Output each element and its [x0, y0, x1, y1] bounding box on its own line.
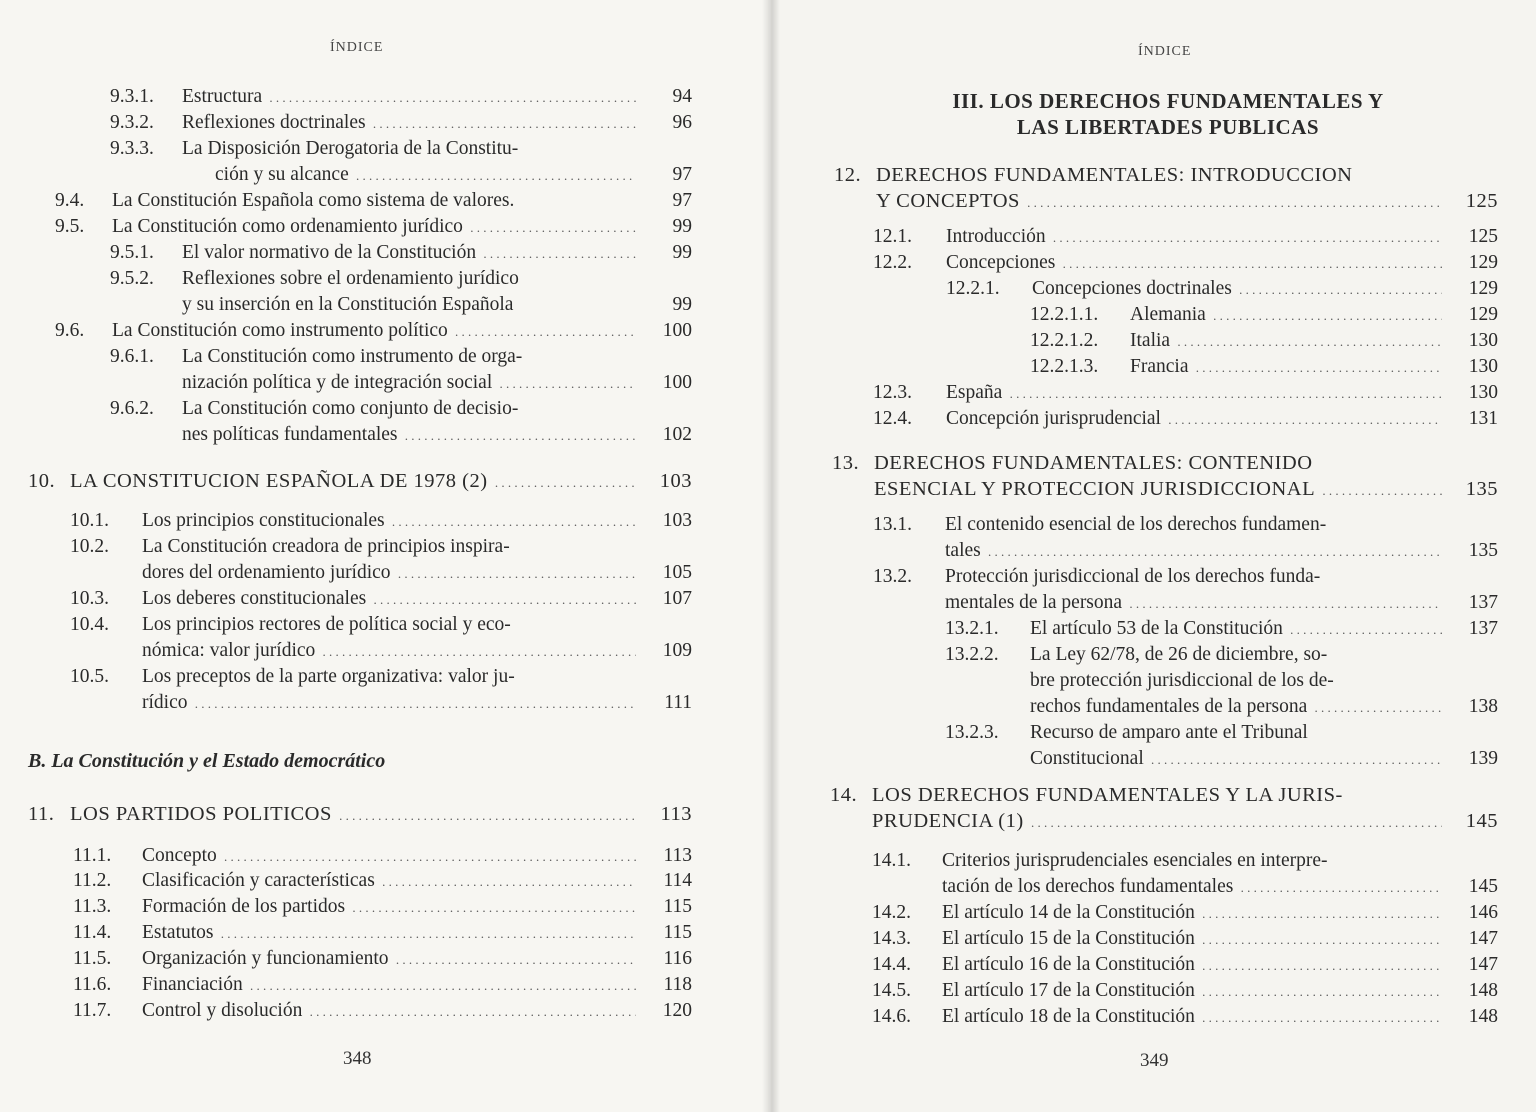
entry-title: La Constitución como instrumento político — [112, 320, 448, 341]
entry-page-number: 115 — [663, 922, 692, 943]
toc-entry — [768, 538, 1536, 564]
entry-title: DERECHOS FUNDAMENTALES: INTRODUCCION — [876, 164, 1353, 186]
entry-number: 9.5. — [55, 216, 85, 237]
toc-entry — [768, 926, 1536, 952]
entry-number: 10.5. — [70, 666, 109, 687]
entry-number: 12.3. — [873, 382, 912, 403]
entry-title: El artículo 16 de la Constitución — [942, 954, 1195, 975]
toc-entry — [768, 450, 1536, 476]
entry-title: Clasificación y características — [142, 870, 375, 891]
toc-entry — [0, 240, 768, 266]
entry-title: Reflexiones sobre el ordenamiento jurídico — [182, 268, 519, 289]
entry-page-number: 148 — [1468, 1006, 1498, 1027]
entry-page-number: 102 — [662, 424, 692, 445]
running-head: ÍNDICE — [330, 40, 384, 55]
entry-title: El artículo 14 de la Constitución — [942, 902, 1195, 923]
entry-page-number: 129 — [1468, 252, 1498, 273]
entry-page-number: 139 — [1468, 748, 1498, 769]
entry-number: 12.2.1. — [946, 278, 1000, 299]
entry-number: 11.5. — [73, 948, 112, 969]
entry-title: El artículo 53 de la Constitución — [1030, 618, 1283, 639]
entry-number: 10.4. — [70, 614, 109, 635]
entry-title: El artículo 17 de la Constitución — [942, 980, 1195, 1001]
entry-page-number: 99 — [672, 216, 692, 237]
entry-title: Constitucional — [1030, 748, 1144, 769]
entry-number: 12.2. — [873, 252, 912, 273]
entry-page-number: 129 — [1468, 304, 1498, 325]
entry-number: 14.4. — [872, 954, 911, 975]
entry-number: 9.3.3. — [110, 138, 154, 159]
toc-entry — [768, 162, 1536, 188]
entry-title: Los principios constitucionales — [142, 510, 385, 531]
entry-number: 13.2. — [873, 566, 912, 587]
entry-number: 9.4. — [55, 190, 85, 211]
entry-number: 13.1. — [873, 514, 912, 535]
entry-number: 12.1. — [873, 226, 912, 247]
entry-title: tales — [945, 540, 981, 561]
entry-title: nización política y de integración social — [182, 372, 493, 393]
entry-number: 11.3. — [73, 896, 112, 917]
entry-title: El artículo 18 de la Constitución — [942, 1006, 1195, 1027]
entry-page-number: 115 — [663, 896, 692, 917]
toc-entry — [768, 952, 1536, 978]
entry-title: Organización y funcionamiento — [142, 948, 389, 969]
entry-page-number: 100 — [662, 320, 692, 341]
entry-page-number: 131 — [1468, 408, 1498, 429]
toc-entry — [768, 616, 1536, 642]
toc-entry — [0, 868, 768, 894]
entry-number: 14.6. — [872, 1006, 911, 1027]
entry-title: Criterios jurisprudenciales esenciales en interpre- — [942, 850, 1328, 871]
toc-entry — [0, 998, 768, 1024]
entry-page-number: 137 — [1468, 618, 1498, 639]
entry-title: Alemania — [1130, 304, 1206, 325]
toc-entry — [0, 468, 768, 494]
entry-number: 14.3. — [872, 928, 911, 949]
toc-entry — [0, 214, 768, 240]
entry-number: 12.4. — [873, 408, 912, 429]
toc-entry — [768, 476, 1536, 502]
toc-entry — [768, 250, 1536, 276]
entry-title: LA CONSTITUCION ESPAÑOLA DE 1978 (2) — [70, 470, 488, 492]
entry-page-number: 147 — [1468, 928, 1498, 949]
toc-entry — [768, 590, 1536, 616]
entry-page-number: 135 — [1465, 478, 1498, 500]
entry-page-number: 125 — [1468, 226, 1498, 247]
toc-entry — [0, 396, 768, 422]
entry-number: 11.6. — [73, 974, 112, 995]
toc-entry — [0, 638, 768, 664]
entry-title: mentales de la persona — [945, 592, 1123, 613]
toc-entry — [768, 328, 1536, 354]
entry-number: 12.2.1.1. — [1030, 304, 1099, 325]
toc-entry — [0, 946, 768, 972]
entry-page-number: 116 — [663, 948, 692, 969]
entry-number: 12.2.1.3. — [1030, 356, 1099, 377]
entry-page-number: 146 — [1468, 902, 1498, 923]
entry-page-number: 129 — [1468, 278, 1498, 299]
entry-number: 10.3. — [70, 588, 109, 609]
toc-entry — [0, 370, 768, 396]
toc-entry — [0, 344, 768, 370]
entry-page-number: 145 — [1468, 876, 1498, 897]
toc-entry — [768, 224, 1536, 250]
toc-entry — [768, 642, 1536, 668]
entry-title: Italia — [1130, 330, 1171, 351]
entry-number: 14.5. — [872, 980, 911, 1001]
entry-title: y su inserción en la Constitución Española — [182, 294, 514, 315]
entry-title: nes políticas fundamentales — [182, 424, 398, 445]
entry-number: 11.4. — [73, 922, 112, 943]
toc-entry — [768, 746, 1536, 772]
toc-entry — [768, 354, 1536, 380]
entry-title: Estatutos — [142, 922, 214, 943]
entry-page-number: 103 — [659, 470, 692, 492]
entry-number: 13.2.2. — [945, 644, 999, 665]
entry-title: La Constitución Española como sistema de valores. — [112, 190, 515, 211]
entry-page-number: 97 — [672, 164, 692, 185]
entry-title: Los preceptos de la parte organizativa: valor ju- — [142, 666, 515, 687]
toc-entry — [0, 586, 768, 612]
entry-page-number: 137 — [1468, 592, 1498, 613]
book-spine-shadow — [762, 0, 780, 1112]
entry-number: 9.6. — [55, 320, 85, 341]
entry-page-number: 125 — [1465, 190, 1498, 212]
toc-entry — [768, 406, 1536, 432]
toc-entry — [0, 508, 768, 534]
entry-title: Introducción — [946, 226, 1046, 247]
section-heading: B. La Constitución y el Estado democrático — [28, 750, 386, 772]
entry-title: Francia — [1130, 356, 1189, 377]
entry-title: La Ley 62/78, de 26 de diciembre, so- — [1030, 644, 1328, 665]
part-title-line-1: III. LOS DERECHOS FUNDAMENTALES Y — [952, 89, 1384, 113]
running-head: ÍNDICE — [1138, 44, 1192, 59]
entry-title: Estructura — [182, 86, 263, 107]
entry-title: nómica: valor jurídico — [142, 640, 316, 661]
toc-entry — [0, 292, 768, 318]
entry-page-number: 120 — [662, 1000, 692, 1021]
entry-number: 12.2.1.2. — [1030, 330, 1099, 351]
entry-number: 9.6.2. — [110, 398, 154, 419]
toc-entry — [0, 972, 768, 998]
entry-number: 14.1. — [872, 850, 911, 871]
toc-entry — [0, 188, 768, 214]
page-number: 349 — [1140, 1050, 1169, 1071]
toc-entry — [0, 534, 768, 560]
toc-entry — [0, 422, 768, 448]
toc-entry — [0, 894, 768, 920]
entry-title: rechos fundamentales de la persona — [1030, 696, 1308, 717]
entry-page-number: 148 — [1468, 980, 1498, 1001]
entry-title: tación de los derechos fundamentales — [942, 876, 1234, 897]
toc-entry — [768, 978, 1536, 1004]
toc-entry — [768, 848, 1536, 874]
entry-page-number: 99 — [672, 294, 692, 315]
entry-page-number: 145 — [1465, 810, 1498, 832]
entry-title: Concepciones — [946, 252, 1056, 273]
entry-page-number: 130 — [1468, 382, 1498, 403]
toc-entry — [0, 266, 768, 292]
entry-page-number: 97 — [672, 190, 692, 211]
entry-title: El contenido esencial de los derechos fundamen- — [945, 514, 1327, 535]
entry-title: Y CONCEPTOS — [876, 190, 1020, 212]
entry-title: Control y disolución — [142, 1000, 303, 1021]
entry-page-number: 107 — [662, 588, 692, 609]
entry-page-number: 118 — [663, 974, 692, 995]
toc-entry — [768, 512, 1536, 538]
entry-title: bre protección jurisdiccional de los de- — [1030, 670, 1334, 691]
entry-title: Los deberes constitucionales — [142, 588, 367, 609]
entry-number: 9.5.2. — [110, 268, 154, 289]
toc-entry — [768, 808, 1536, 834]
entry-number: 13. — [832, 452, 860, 474]
entry-page-number: 100 — [662, 372, 692, 393]
entry-title: Los principios rectores de política social y eco- — [142, 614, 511, 635]
entry-number: 13.2.1. — [945, 618, 999, 639]
entry-page-number: 138 — [1468, 696, 1498, 717]
toc-entry — [0, 612, 768, 638]
entry-title: Reflexiones doctrinales — [182, 112, 366, 133]
entry-title: ción y su alcance — [215, 164, 349, 185]
entry-title: DERECHOS FUNDAMENTALES: CONTENIDO — [874, 452, 1313, 474]
entry-page-number: 96 — [672, 112, 692, 133]
toc-entry — [768, 782, 1536, 808]
entry-number: 9.3.2. — [110, 112, 154, 133]
entry-page-number: 147 — [1468, 954, 1498, 975]
toc-entry — [0, 560, 768, 586]
entry-title: Formación de los partidos — [142, 896, 346, 917]
entry-number: 11.1. — [73, 845, 112, 866]
entry-number: 9.3.1. — [110, 86, 154, 107]
toc-entry — [768, 276, 1536, 302]
entry-page-number: 113 — [660, 803, 692, 825]
entry-page-number: 103 — [662, 510, 692, 531]
toc-entry — [0, 84, 768, 110]
entry-title: PRUDENCIA (1) — [872, 810, 1024, 832]
toc-entry — [768, 1004, 1536, 1030]
toc-entry — [0, 664, 768, 690]
toc-entry — [768, 380, 1536, 406]
entry-number: 9.5.1. — [110, 242, 154, 263]
entry-page-number: 99 — [672, 242, 692, 263]
entry-number: 9.6.1. — [110, 346, 154, 367]
entry-number: 14. — [830, 784, 858, 806]
entry-page-number: 130 — [1468, 356, 1498, 377]
entry-title: España — [946, 382, 1003, 403]
entry-number: 11.2. — [73, 870, 112, 891]
toc-entry — [0, 318, 768, 344]
toc-entry — [0, 136, 768, 162]
toc-entry — [768, 720, 1536, 746]
entry-title: dores del ordenamiento jurídico — [142, 562, 391, 583]
entry-title: ESENCIAL Y PROTECCION JURISDICCIONAL — [874, 478, 1316, 500]
entry-title: Recurso de amparo ante el Tribunal — [1030, 722, 1308, 743]
entry-title: El valor normativo de la Constitución — [182, 242, 477, 263]
entry-title: La Disposición Derogatoria de la Constitu- — [182, 138, 519, 159]
toc-entry — [0, 920, 768, 946]
entry-page-number: 114 — [663, 870, 692, 891]
toc-entry — [768, 900, 1536, 926]
entry-title: LOS DERECHOS FUNDAMENTALES Y LA JURIS- — [872, 784, 1343, 806]
page-number: 348 — [343, 1048, 372, 1069]
entry-number: 13.2.3. — [945, 722, 999, 743]
right-page — [768, 0, 1536, 1112]
toc-entry — [0, 801, 768, 827]
entry-page-number: 135 — [1468, 540, 1498, 561]
entry-number: 11. — [28, 803, 55, 825]
entry-title: La Constitución creadora de principios inspira- — [142, 536, 510, 557]
toc-entry — [768, 668, 1536, 694]
toc-entry — [0, 843, 768, 869]
entry-page-number: 130 — [1468, 330, 1498, 351]
entry-title: La Constitución como conjunto de decisio- — [182, 398, 519, 419]
entry-number: 10. — [28, 470, 56, 492]
toc-entry — [768, 874, 1536, 900]
toc-entry — [0, 162, 768, 188]
entry-page-number: 94 — [672, 86, 692, 107]
entry-title: Protección jurisdiccional de los derechos funda- — [945, 566, 1321, 587]
entry-title: Financiación — [142, 974, 243, 995]
toc-entry — [768, 302, 1536, 328]
entry-title: La Constitución como ordenamiento jurídico — [112, 216, 463, 237]
entry-title: El artículo 15 de la Constitución — [942, 928, 1195, 949]
entry-number: 10.1. — [70, 510, 109, 531]
entry-page-number: 111 — [664, 692, 692, 713]
entry-page-number: 113 — [663, 845, 692, 866]
entry-number: 14.2. — [872, 902, 911, 923]
toc-entry — [768, 188, 1536, 214]
entry-title: LOS PARTIDOS POLITICOS — [70, 803, 332, 825]
toc-entry — [0, 110, 768, 136]
toc-entry — [768, 564, 1536, 590]
entry-title: Concepto — [142, 845, 217, 866]
entry-title: Concepción jurisprudencial — [946, 408, 1161, 429]
entry-title: Concepciones doctrinales — [1032, 278, 1232, 299]
toc-entry — [768, 694, 1536, 720]
entry-title: La Constitución como instrumento de orga- — [182, 346, 523, 367]
entry-number: 12. — [834, 164, 862, 186]
part-title-line-2: LAS LIBERTADES PUBLICAS — [1016, 115, 1320, 139]
toc-entry — [0, 690, 768, 716]
entry-page-number: 109 — [662, 640, 692, 661]
entry-page-number: 105 — [662, 562, 692, 583]
entry-number: 10.2. — [70, 536, 109, 557]
entry-title: rídico — [142, 692, 188, 713]
entry-number: 11.7. — [73, 1000, 112, 1021]
